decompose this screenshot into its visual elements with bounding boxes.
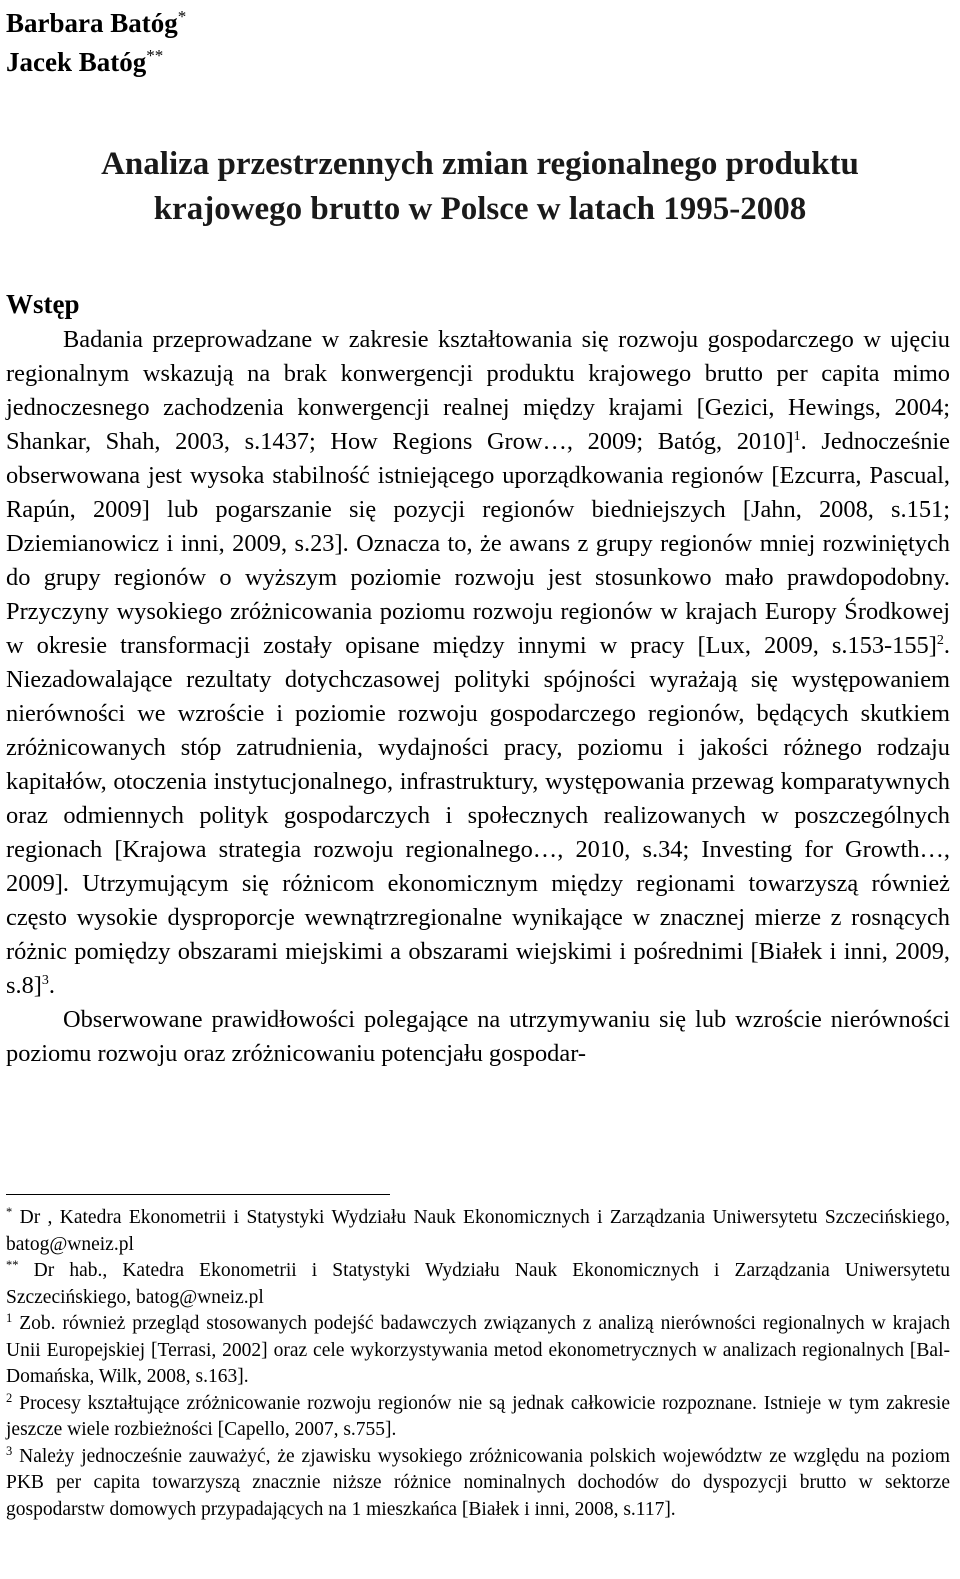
- title-line: Analiza przestrzennych zmian regionalnego produktu: [101, 146, 859, 182]
- paragraph-text: . Niezadowalające rezultaty dotychczasowej polityki spójności wyrażają się występowaniem nierówności we wzroście i poziomie rozwoju gospodarczego regionów, będących skutkiem zróżnicowanych stóp zatrudnienia, wydajności pracy, poziomu i jakości różnego rodzaju kapitałów, otoczenia instytucjonalnego, infrastruktury, występowania przewag komparatywnych oraz odmiennych polityk gospodarczych i społecznych realizowanych w poszczególnych regionach [Krajowa strategia rozwoju regionalnego…, 2010, s.34; Investing for Growth…, 2009]. Utrzymującym się różnicom ekonomicznym między regionami towarzyszą również często wysokie dysproporcje wewnątrzregionalne wynikające w znacznej mierze z rosnących różnic pomiędzy obszarami miejskimi a obszarami wiejskimi i pośrednimi [Białek i inni, 2009, s.8]: [6, 632, 950, 999]
- footnote-mark: **: [6, 1258, 19, 1272]
- title-line: krajowego brutto w Polsce w latach 1995-2008: [153, 191, 807, 227]
- author-line: [6, 43, 186, 82]
- footnote-text: Należy jednocześnie zauważyć, że zjawisku wysokiego zróżnicowania polskich województw ze względu na poziom PKB per capita towarzyszą znacznie niższe różnice nominalnych dochodów do dyspozycji brutto w sektorze gospodarstw domowych przypadających na 1 mieszkańca [Białek i inni, 2008, s.117].: [6, 1445, 950, 1520]
- body-text: [6, 323, 950, 1071]
- paragraph: Obserwowane prawidłowości polegające na utrzymywaniu się lub wzroście nierówności poziomu rozwoju oraz zróżnicowaniu potencjału gospodar-: [6, 1006, 950, 1067]
- section-heading: Wstęp: [6, 289, 80, 319]
- footnote-text: Dr , Katedra Ekonometrii i Statystyki Wydziału Nauk Ekonomicznych i Zarządzania Uniwersytetu Szczecińskiego, batog@wneiz.pl: [6, 1207, 950, 1255]
- paper-title: [0, 142, 960, 232]
- paragraph-text: Badania przeprowadzane w zakresie kształtowania się rozwoju gospodarczego w ujęciu regionalnym wskazują na brak konwergencji produktu krajowego brutto per capita mimo jednoczesnego zachodzenia konwergencji realnej między krajami [Gezici, Hewings, 2004; Shankar, Shah, 2003, s.1437; How Regions Grow…, 2009; Batóg, 2010]: [6, 326, 950, 455]
- author-footnote-mark[interactable]: *: [177, 7, 187, 26]
- footnote-ref[interactable]: 1: [793, 429, 801, 444]
- footnote-mark: *: [6, 1205, 13, 1219]
- footnote-mark: 1: [6, 1311, 13, 1325]
- paragraph-text: .: [48, 972, 56, 999]
- author-name: Barbara Batóg: [6, 8, 178, 38]
- author-footnote-mark[interactable]: **: [146, 46, 164, 65]
- footnote-divider: [6, 1194, 390, 1195]
- author-name: Jacek Batóg: [6, 47, 147, 77]
- footnote: [6, 1205, 950, 1258]
- footnote: [6, 1391, 950, 1444]
- footnote-ref[interactable]: 3: [41, 973, 49, 988]
- paragraph-text: . Jednocześnie obserwowana jest wysoka stabilność istniejącego uporządkowania regionów [Ezcurra, Pascual, Rapún, 2009] lub pogarszanie się pozycji regionów biedniejszych [Jahn, 2008, s.151; Dziemianowicz i inni, 2009, s.23]. Oznacza to, że awans z grupy regionów mniej rozwiniętych do grupy regionów o wyższym poziomie rozwoju jest stosunkowo mało prawdopodobny. Przyczyny wysokiego zróżnicowania poziomu rozwoju regionów w krajach Europy Środkowej w okresie transformacji zostały opisane między innymi w pracy [Lux, 2009, s.153-155]: [6, 428, 950, 659]
- footnote-text: Zob. również przegląd stosowanych podejść badawczych związanych z analizą nierówności regionalnych w krajach Unii Europejskiej [Terrasi, 2002] oraz cele wykorzystywania metod ekonometrycznych w analizach regionalnych [Bal-Domańska, Wilk, 2008, s.163].: [6, 1313, 950, 1387]
- footnote-mark: 2: [6, 1390, 13, 1405]
- footnote: [6, 1444, 950, 1524]
- footnote-text: Procesy kształtujące zróżnicowanie rozwoju regionów nie są jednak całkowicie rozpoznane. Istnieje w tym zakresie jeszcze wiele rozbieżności [Capello, 2007, s.755].: [6, 1392, 950, 1440]
- footnote-mark: 3: [6, 1443, 13, 1458]
- footnote-text: Dr hab., Katedra Ekonometrii i Statystyki Wydziału Nauk Ekonomicznych i Zarządzania Uniwersytetu Szczecińskiego, batog@wneiz.pl: [6, 1260, 950, 1308]
- footnotes: [6, 1205, 950, 1523]
- paragraph: [6, 323, 950, 1003]
- footnote: [6, 1258, 950, 1311]
- footnote: [6, 1311, 950, 1391]
- author-list: [6, 4, 186, 82]
- author-line: [6, 4, 186, 43]
- footnote-ref[interactable]: 2: [936, 633, 944, 648]
